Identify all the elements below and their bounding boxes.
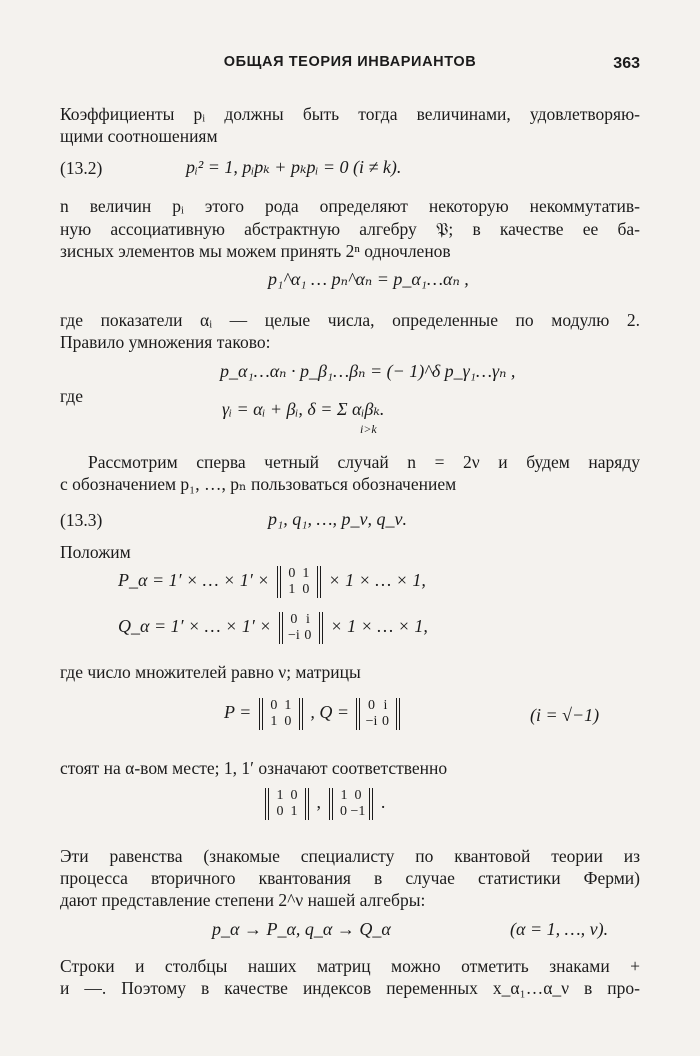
matrix-cell: −i: [365, 714, 378, 729]
matrix-cell: 0: [340, 804, 347, 819]
equation-13-2: pᵢ² = 1, pᵢpₖ + pₖpᵢ = 0 (i ≠ k).: [186, 157, 402, 177]
matrix-cell: −1: [350, 804, 366, 819]
equation-monomials: p₁^α₁ … pₙ^αₙ = p_α₁…αₙ ,: [268, 269, 469, 289]
equation-gamma-delta: γᵢ = αᵢ + βᵢ, δ = Σ αᵢβₖ.: [222, 399, 385, 419]
imaginary-unit-note: (i = √−1): [530, 705, 600, 725]
matrix-cell: 0: [288, 566, 296, 581]
matrix-cell: 0: [302, 582, 310, 597]
text-line: процесса вторичного квантования в случае статистики Ферми): [60, 868, 640, 888]
text-line: и —. Поэтому в качестве индексов переменных x_α₁…α_ν в про-: [60, 978, 640, 998]
matrix-cell: 0: [354, 788, 362, 803]
equation-13-3: p₁, q₁, …, p_ν, q_ν.: [268, 509, 407, 529]
matrix-cell: 1: [340, 788, 348, 803]
matrix-cell: 1: [290, 804, 298, 819]
equation-multiplication: p_α₁…αₙ · p_β₁…βₙ = (− 1)^δ p_γ₁…γₙ ,: [220, 361, 516, 381]
equation-part: P_α = 1′ × … × 1′ ×: [118, 570, 270, 591]
equation-unit-matrices: [262, 788, 385, 820]
matrix-q-inline: [279, 612, 323, 644]
matrix-cell: 0: [270, 698, 278, 713]
running-title: ОБЩАЯ ТЕОРИЯ ИНВАРИАНТОВ: [223, 54, 477, 70]
matrix-one: [329, 788, 374, 820]
equation-part: , Q =: [310, 702, 349, 723]
matrix-cell: 1: [270, 714, 278, 729]
matrix-cell: 0: [304, 628, 312, 643]
matrix-cell: 1: [288, 582, 296, 597]
text-line: где: [60, 386, 83, 406]
text-line: Положим: [60, 542, 131, 562]
matrix-cell: 1: [284, 698, 292, 713]
text-line: Строки и столбцы наших матриц можно отметить знаками +: [60, 956, 640, 976]
matrix-cell: 1: [302, 566, 310, 581]
matrix-cell: i: [305, 612, 310, 627]
equation-P-Q-definition: [224, 698, 403, 730]
equation-range: (α = 1, …, ν).: [510, 919, 609, 939]
text-line: щими соотношениям: [60, 126, 218, 146]
equation-number: (13.2): [60, 158, 103, 178]
text-line: n величин pᵢ этого рода определяют некоторую некоммутатив-: [60, 196, 640, 216]
matrix-p: [259, 698, 303, 730]
text-line: Эти равенства (знакомые специалисту по квантовой теории из: [60, 846, 640, 866]
equation-Q-alpha: [118, 612, 428, 644]
matrix-cell: 0: [367, 698, 375, 713]
text-line: с обозначением p₁, …, pₙ пользоваться обозначением: [60, 474, 457, 494]
equation-part: × 1 × … × 1,: [330, 616, 428, 637]
matrix-cell: 0: [290, 612, 298, 627]
text-line: Коэффициенты pᵢ должны быть тогда величинами, удовлетворяю-: [60, 104, 640, 124]
matrix-one-prime: [265, 788, 309, 820]
text-line: стоят на α-вом месте; 1, 1′ означают соответственно: [60, 758, 448, 778]
matrix-q: [356, 698, 400, 730]
text-line: ную ассоциативную абстрактную алгебру 𝔓; в качестве ее ба-: [60, 219, 640, 239]
equation-part: Q_α = 1′ × … × 1′ ×: [118, 616, 272, 637]
equation-P-alpha: [118, 566, 426, 598]
equation-representation: p_α → P_α, q_α → Q_α: [212, 919, 391, 939]
matrix-cell: 1: [276, 788, 284, 803]
matrix-cell: 0: [290, 788, 298, 803]
period: .: [380, 792, 386, 813]
sum-index: i>k: [360, 422, 377, 436]
text-line: зисных элементов мы можем принять 2ⁿ одночленов: [60, 241, 451, 261]
matrix-cell: 0: [284, 714, 292, 729]
equation-number: (13.3): [60, 510, 103, 530]
text-line: где показатели αᵢ — целые числа, определенные по модулю 2.: [60, 310, 640, 330]
equation-part: × 1 × … × 1,: [328, 570, 426, 591]
matrix-p-inline: [277, 566, 321, 598]
comma: ,: [316, 792, 321, 813]
page-header: [60, 54, 640, 78]
matrix-cell: 0: [276, 804, 284, 819]
text-line: Правило умножения таково:: [60, 332, 271, 352]
matrix-cell: −i: [288, 628, 300, 643]
equation-part: P =: [224, 702, 252, 723]
text-line: дают представление степени 2^ν нашей алгебры:: [60, 890, 426, 910]
page-number: 363: [613, 55, 640, 72]
matrix-cell: i: [383, 698, 388, 713]
text-line: где число множителей равно ν; матрицы: [60, 662, 361, 682]
text-line: Рассмотрим сперва четный случай n = 2ν и будем наряду: [88, 452, 640, 472]
matrix-cell: 0: [381, 714, 389, 729]
